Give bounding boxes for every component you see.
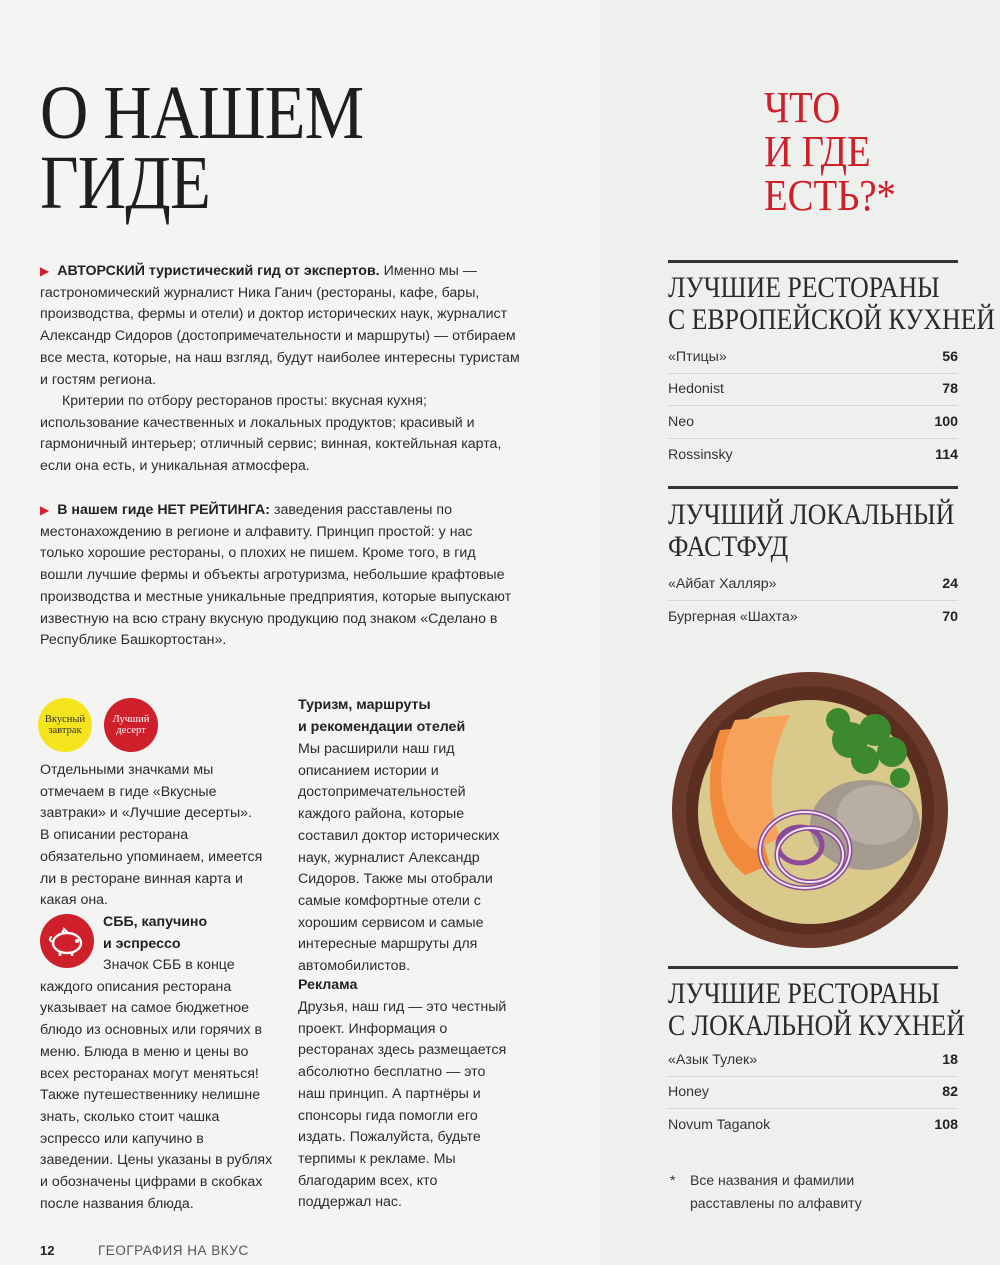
list-item[interactable] [668, 1077, 958, 1110]
triangle-bullet-icon: ▶ [40, 503, 50, 517]
ads-title: Реклама [298, 977, 358, 993]
section-title-line: ЛУЧШИЙ ЛОКАЛЬНЫЙ [668, 498, 955, 531]
sidebar-title-line-1: ЧТО [764, 83, 841, 132]
list-item[interactable] [668, 1109, 958, 1142]
footnote [670, 1169, 890, 1214]
sbb-title-line-1: СББ, капучино [103, 914, 208, 930]
page-ref: 56 [942, 348, 958, 365]
european-restaurants-list [668, 341, 958, 471]
list-item[interactable] [668, 601, 958, 634]
sbb-title-line-2: и эспрессо [103, 935, 181, 952]
section-title-line: ЛУЧШИЕ РЕСТОРАНЫ [668, 271, 940, 304]
local-restaurants-list [668, 1044, 958, 1142]
page-ref: 114 [935, 446, 958, 463]
ads-text: Друзья, наш гид — это честный проект. Информация о ресторанах здесь размещается абсолютно бесплатно — это наш принцип. А партнёры и спонсоры гида помогли его издать. Пожалуйста, будьте терпимы к рекламе. Мы благодарим всех, кто поддержал нас. [298, 999, 507, 1211]
section-divider [668, 966, 958, 969]
restaurant-name: «Азык Тулек» [668, 1051, 758, 1068]
badges [38, 698, 178, 752]
sidebar-title [764, 83, 896, 220]
tourism-title-line-2: и рекомендации отелей [298, 718, 466, 735]
list-item[interactable] [668, 1044, 958, 1077]
page-ref: 78 [942, 381, 958, 398]
section-title-line: ЛУЧШИЕ РЕСТОРАНЫ [668, 977, 940, 1010]
tourism-title [298, 695, 465, 738]
footnote-star: * [670, 1172, 676, 1188]
list-item[interactable] [668, 406, 958, 439]
restaurant-name: Hedonist [668, 381, 724, 398]
page-title-line-1: О НАШЕМ [40, 71, 364, 155]
page-title [40, 71, 364, 225]
sbb-title [103, 912, 207, 955]
list-item[interactable] [668, 341, 958, 374]
page-ref: 70 [942, 608, 958, 625]
restaurant-name: «Птицы» [668, 348, 727, 365]
breakfast-badge-icon: Вкусный завтрак [38, 698, 92, 752]
sbb-text [40, 955, 275, 1215]
page-ref: 100 [934, 413, 958, 430]
section-title-line: С ЕВРОПЕЙСКОЙ КУХНЕЙ [668, 303, 996, 336]
page-number: 12 [40, 1243, 55, 1258]
fastfood-list [668, 568, 958, 633]
section-divider [668, 486, 958, 489]
book-title: ГЕОГРАФИЯ НА ВКУС [98, 1243, 249, 1258]
list-item[interactable] [668, 374, 958, 407]
restaurant-name: Novum Taganok [668, 1117, 771, 1134]
sbb-text-content: Значок СББ в конце каждого описания ресторана указывает на самое бюджетное блюдо из основных или горячих в меню. Блюда в меню и цены во всех ресторанах могут меняться! Также путешественнику нелишне знать, сколько стоит чашка эспрессо или капучино в заведении. Цены указаны в рублях и обозначены цифрами в скобках после названия блюда. [40, 957, 273, 1212]
page-ref: 82 [942, 1084, 958, 1101]
restaurant-name: Honey [668, 1084, 710, 1101]
page-ref: 108 [934, 1117, 958, 1134]
page-ref: 24 [942, 575, 958, 592]
badges-text: Отдельными значками мы отмечаем в гиде «Вкусные завтраки» и «Лучшие десерты». В описании ресторана обязательно упоминаем, имеется ли в ресторане винная карта и какая она. [40, 762, 263, 909]
page-title-line-2: ГИДЕ [40, 141, 210, 225]
intro-text: Именно мы — гастрономический журналист Ника Ганич (рестораны, кафе, бары, производства, фермы и отели) и доктор исторических наук, журналист Александр Сидоров (достопримечательности и маршруты) — отбираем все места, которые, на наш взгляд, будут наиболее интересны туристам и гостям региона. [40, 263, 520, 388]
list-item[interactable] [668, 439, 958, 472]
food-plate-image [660, 660, 960, 960]
rating-text: заведения расставлены по местонахождению в регионе и алфавиту. Принцип простой: у нас только хорошие рестораны, о плохих не пишем. Кроме того, в гид вошли лучшие фермы и объекты агротуризма, небольшие крафтовые производства и местные уникальные предприятия, которые выпускают известную на всю страну вкусную продукцию под знаком «Сделано в Республике Башкортостан». [40, 502, 512, 649]
text-wrap-spacer [40, 955, 103, 976]
intro-paragraph [40, 261, 520, 391]
rating-lead: В нашем гиде НЕТ РЕЙТИНГА: [57, 502, 270, 518]
section-european-title [668, 272, 995, 336]
sidebar-title-line-2: И ГДЕ [764, 127, 871, 176]
dessert-badge-icon: Лучший десерт [104, 698, 158, 752]
footnote-text: Все названия и фамилии расставлены по алфавиту [690, 1172, 862, 1211]
tourism-text: Мы расширили наш гид описанием истории и достопримечательностей каждого района, которые составил доктор исторических наук, журналист Александр Сидоров. Также мы отобрали самые комфортные отели с хорошим сервисом и самые интересные маршруты для автомобилистов. [298, 741, 500, 975]
section-title-line: ФАСТФУД [668, 530, 789, 563]
intro-lead: АВТОРСКИЙ туристический гид от экспертов. [57, 263, 380, 279]
restaurant-name: Neo [668, 413, 695, 430]
restaurant-name: Бургерная «Шахта» [668, 608, 798, 625]
restaurant-name: Rossinsky [668, 446, 733, 463]
section-local-title [668, 978, 965, 1042]
triangle-bullet-icon: ▶ [40, 264, 50, 278]
tourism-title-line-1: Туризм, маршруты [298, 697, 431, 713]
criteria-paragraph: Критерии по отбору ресторанов просты: вкусная кухня; использование качественных и локальных продуктов; красивый и гармоничный интерьер; отличный сервис; винная, коктейльная карта, если она есть, и уникальная атмосфера. [40, 393, 502, 475]
sidebar-title-line-3: ЕСТЬ?* [764, 171, 896, 220]
section-title-line: С ЛОКАЛЬНОЙ КУХНЕЙ [668, 1009, 965, 1042]
section-fastfood-title [668, 499, 954, 563]
list-item[interactable] [668, 568, 958, 601]
rating-paragraph [40, 500, 520, 652]
page-ref: 18 [942, 1051, 958, 1068]
restaurant-name: «Айбат Халляр» [668, 575, 777, 592]
section-divider [668, 260, 958, 263]
